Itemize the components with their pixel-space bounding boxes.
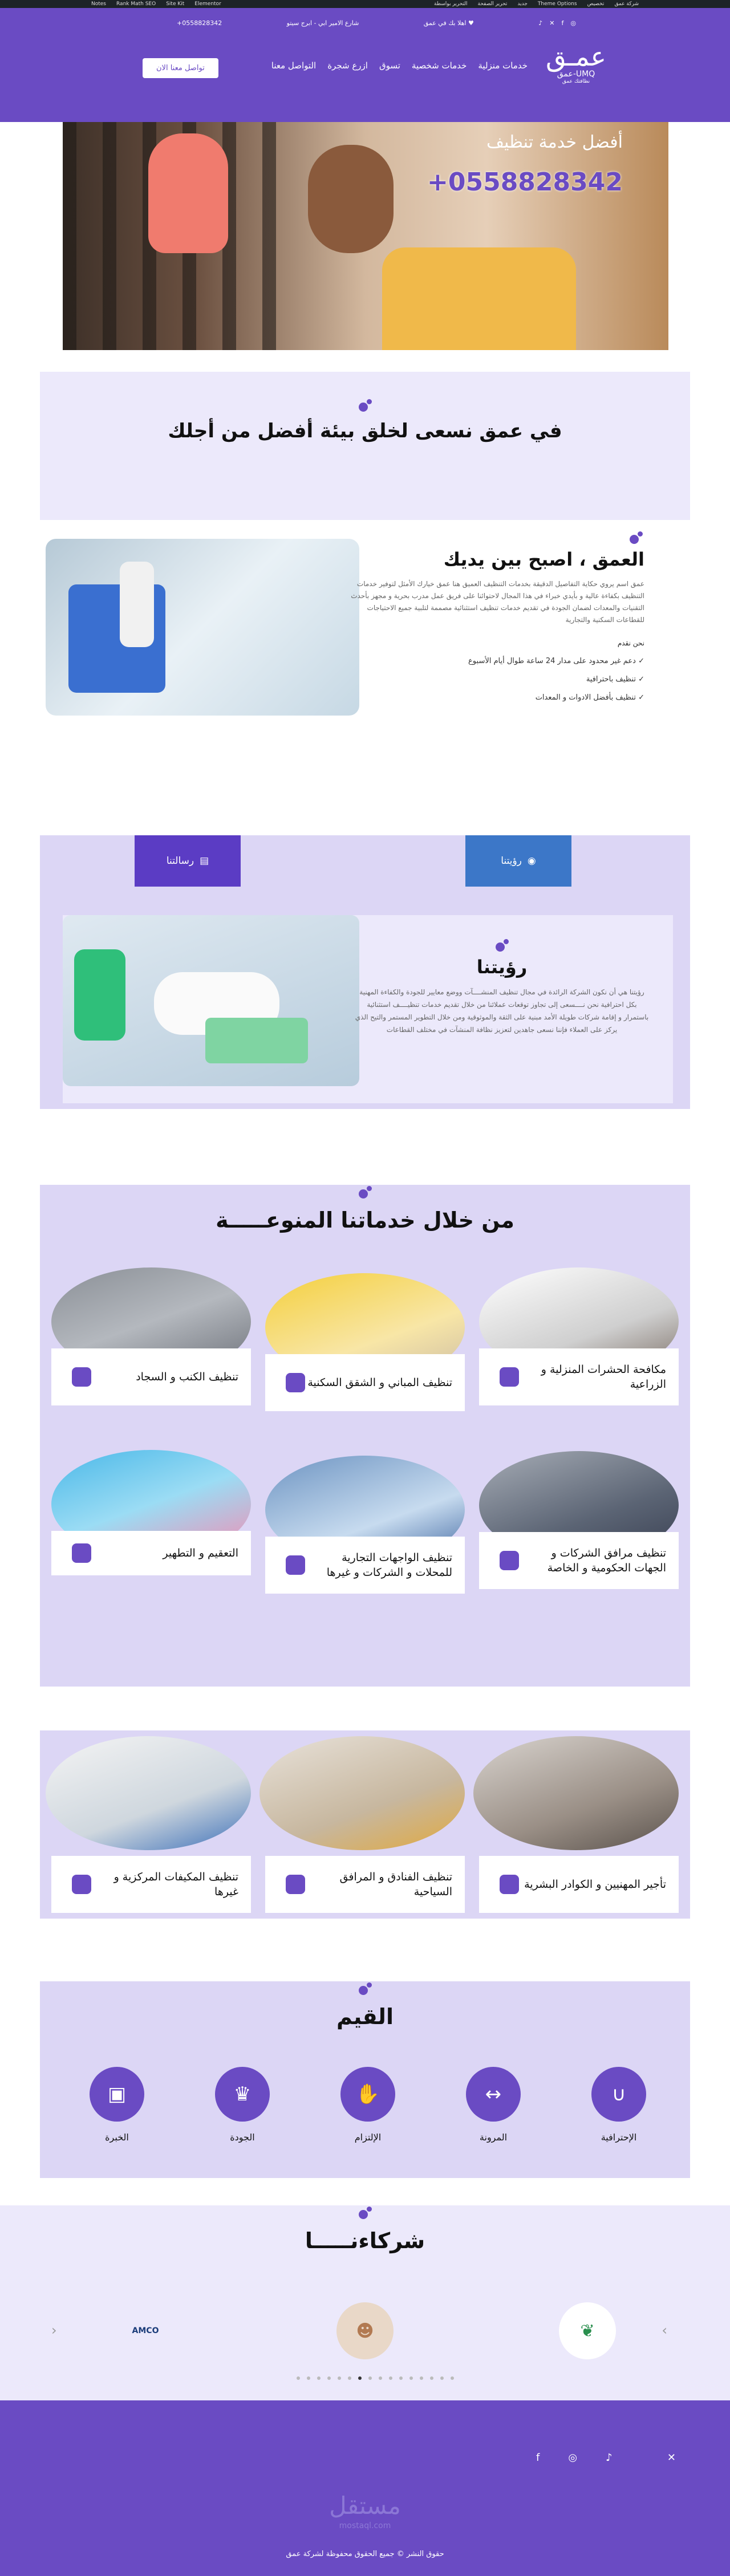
facebook-icon[interactable]: f bbox=[536, 2452, 540, 2464]
services-section bbox=[40, 1185, 690, 1687]
hotel-icon bbox=[286, 1875, 305, 1894]
watermark-sub: mostaql.com bbox=[339, 2521, 391, 2530]
service-image-staffing bbox=[473, 1736, 679, 1850]
tiktok-icon[interactable]: ♪ bbox=[606, 2452, 613, 2464]
welcome-text: ♥ اهلا بك في عمق bbox=[423, 19, 474, 27]
footer-social-group bbox=[536, 2452, 613, 2464]
vision-panel bbox=[63, 915, 673, 1103]
value-label: الخبرة bbox=[105, 2132, 129, 2143]
tab-vision-label: رؤيتنا bbox=[501, 855, 522, 867]
tab-message[interactable] bbox=[135, 835, 241, 887]
service-card-ac[interactable] bbox=[51, 1856, 251, 1913]
site-footer bbox=[0, 2400, 730, 2576]
admin-item[interactable]: جديد bbox=[517, 1, 528, 7]
tiktok-icon[interactable]: ♪ bbox=[538, 19, 543, 27]
list-item: ✓ تنظيف بأفضل الادوات و المعدات bbox=[535, 693, 644, 702]
vision-image bbox=[63, 915, 359, 1086]
x-icon[interactable]: ✕ bbox=[667, 2452, 676, 2464]
service-label: تأجير المهنيين و الكوادر البشرية bbox=[524, 1878, 666, 1891]
logo-mark: عمـق bbox=[546, 41, 606, 72]
about-list-title: نحن نقدم bbox=[617, 639, 644, 647]
value-item bbox=[587, 2067, 650, 2143]
partner-logo bbox=[336, 2302, 394, 2359]
carousel-dot[interactable] bbox=[399, 2376, 403, 2380]
user-icon bbox=[500, 1875, 519, 1894]
service-label: تنظيف المكيفات المركزية و غيرها bbox=[113, 1871, 238, 1898]
about-image-bottle bbox=[120, 562, 154, 647]
services-head bbox=[40, 1185, 690, 1233]
fan-icon bbox=[72, 1875, 91, 1894]
admin-item[interactable]: Rank Math SEO bbox=[116, 1, 156, 7]
watermark: مستقل bbox=[329, 2492, 401, 2520]
admin-item[interactable]: تخصيص bbox=[587, 1, 605, 7]
service-card-sofa-carpet[interactable] bbox=[51, 1348, 251, 1405]
value-label: الإحترافية bbox=[601, 2132, 637, 2143]
partner-logo-amco bbox=[123, 2308, 168, 2354]
admin-item[interactable]: التحرير بواسطة bbox=[434, 1, 468, 7]
instagram-icon[interactable]: ◎ bbox=[568, 2452, 578, 2464]
carousel-dot-active[interactable] bbox=[358, 2376, 362, 2380]
bubbles-icon bbox=[356, 1185, 374, 1200]
arrows-icon: ↔ bbox=[466, 2067, 521, 2122]
partner-logo-figure-icon: ☻ bbox=[356, 2321, 374, 2341]
carousel-dot[interactable] bbox=[430, 2376, 433, 2380]
partners-title: شركاءنـــــا bbox=[305, 2228, 425, 2253]
copyright: حقوق النشر © جميع الحقوق محفوظة لشركة عمق bbox=[286, 2550, 444, 2558]
hero-image-person bbox=[308, 145, 394, 253]
hero-phone[interactable]: 0558828342+ bbox=[427, 168, 623, 197]
service-label: تنظيف الكنب و السجاد bbox=[136, 1371, 238, 1383]
briefcase-icon bbox=[500, 1551, 519, 1570]
logo-name: UMQ-عمق bbox=[557, 70, 595, 79]
menu-item-contact[interactable]: التواصل معنا bbox=[271, 60, 317, 71]
partner-logo bbox=[559, 2302, 616, 2359]
service-card-pest-control[interactable] bbox=[479, 1348, 679, 1405]
vision-image-cloth bbox=[205, 1018, 308, 1063]
service-card-facades[interactable] bbox=[265, 1537, 465, 1594]
bubbles-icon bbox=[356, 2205, 374, 2220]
values-section bbox=[40, 1981, 690, 2178]
menu bbox=[271, 60, 528, 71]
service-card-buildings[interactable] bbox=[265, 1354, 465, 1411]
services-extra-section bbox=[40, 1730, 690, 1919]
service-card-companies[interactable] bbox=[479, 1532, 679, 1589]
admin-bar bbox=[0, 0, 730, 8]
instagram-icon[interactable]: ◎ bbox=[570, 19, 576, 27]
hero-image-shirt bbox=[382, 247, 576, 350]
vision-image-spray bbox=[74, 949, 125, 1041]
list-item: ✓ دعم غير محدود على مدار 24 ساعة طوال أيام الأسبوع bbox=[468, 657, 644, 665]
trophy-icon: ♛ bbox=[215, 2067, 270, 2122]
service-card-hotels[interactable] bbox=[265, 1856, 465, 1913]
carousel-dot[interactable] bbox=[420, 2376, 423, 2380]
footer-social bbox=[667, 2452, 676, 2464]
vision-text bbox=[354, 938, 650, 1036]
certificate-icon: ▣ bbox=[90, 2067, 144, 2122]
hero-image-glove bbox=[148, 133, 228, 253]
home-icon bbox=[286, 1373, 305, 1392]
carousel-dot[interactable] bbox=[307, 2376, 310, 2380]
carousel-dot[interactable] bbox=[338, 2376, 341, 2380]
admin-item[interactable]: شركة عمق bbox=[614, 1, 639, 7]
top-info-bar bbox=[0, 16, 730, 30]
handshake-icon: ✋ bbox=[340, 2067, 395, 2122]
bubbles-icon bbox=[356, 398, 374, 413]
intro-title: في عمق نسعى لخلق بيئة أفضل من أجلك bbox=[168, 420, 562, 442]
list-item: ✓ تنظيف باحترافية bbox=[586, 675, 644, 684]
admin-item[interactable]: Site Kit bbox=[166, 1, 185, 7]
service-label: التعقيم و التطهير bbox=[163, 1547, 238, 1559]
carousel-dot[interactable] bbox=[440, 2376, 444, 2380]
carousel-dot[interactable] bbox=[297, 2376, 300, 2380]
chat-icon: ▤ bbox=[200, 855, 209, 867]
value-item bbox=[336, 2067, 399, 2143]
facebook-icon[interactable]: f bbox=[561, 19, 564, 27]
value-item bbox=[86, 2067, 148, 2143]
about-body: عمق اسم يروي حكاية التفاصيل الدقيقة بخدمات التنظيف العميق هنا عمق خيارك الأمثل لتوفير خدمات التنظيف بكفاءة عالية و بأيدي خبراء في هذا المجال لاحتوائنا على فريق عمل مدرب بحرية و مجهز بأحدث التقنيات والمعدات لضمان الجودة في تقديم خدمات تنظيف استثنائية مصممة لتلبية جميع الاحتياجات للقطاعات السكنية والتجارية bbox=[351, 580, 644, 624]
partner-name: AMCO bbox=[132, 2326, 159, 2335]
admin-item[interactable]: Theme Options bbox=[537, 1, 577, 7]
service-card-sanitize[interactable] bbox=[51, 1531, 251, 1575]
address-text: شارع الامير ابي - ابرج سيتو bbox=[286, 19, 359, 27]
services-title: من خلال خدماتنا المنوعـــــة bbox=[216, 1208, 514, 1233]
carousel-dots bbox=[297, 2376, 454, 2380]
service-label: تنظيف المباني و الشقق السكنية bbox=[307, 1376, 452, 1389]
building-icon bbox=[286, 1555, 305, 1575]
tab-message-label: رسالتنا bbox=[166, 855, 194, 867]
value-label: الإلتزام bbox=[354, 2132, 382, 2143]
value-item bbox=[462, 2067, 525, 2143]
partners-section bbox=[0, 2205, 730, 2400]
bubbles-icon bbox=[356, 1981, 374, 1996]
menu-item-personal-services[interactable]: خدمات شخصية bbox=[411, 60, 467, 71]
vision-body: رؤيتنا هي أن نكون الشركة الرائدة في مجال تنظيف المنشــــآت ووضع معايير للجودة والكفاءة المهنية بكل احترافية نحن نــــسعى إلى تجاوز توقعات عملائنا من خلال تقديم خدمات تنظيــــف استثنائية باستمرار و إقامة شركات طويلة الأمد مبنية على الثقة والموثوقية ومن خلال التطوير المستمر والتيح الذي يركز على العملاء فإننا نسعى جاهدين لتعزيز نظافة المنشآت في مختلف القطاعات bbox=[355, 988, 649, 1034]
carousel-dot[interactable] bbox=[409, 2376, 413, 2380]
about-list bbox=[348, 634, 644, 707]
shield-icon bbox=[72, 1543, 91, 1563]
eye-icon: ◉ bbox=[527, 855, 536, 867]
phone-text[interactable]: 0558828342+ bbox=[177, 19, 222, 27]
service-label: تنظيف الواجهات التجارية للمحلات و الشركات و غيرها bbox=[326, 1551, 452, 1579]
bubbles-icon bbox=[493, 938, 510, 953]
site-header bbox=[0, 8, 730, 122]
contact-now-button[interactable]: تواصل معنا الان bbox=[143, 58, 218, 78]
intro-section bbox=[40, 372, 690, 520]
tab-vision[interactable] bbox=[465, 835, 571, 887]
about-image bbox=[46, 539, 359, 716]
hero-banner bbox=[63, 122, 668, 350]
bug-icon bbox=[500, 1367, 519, 1387]
main-nav bbox=[0, 43, 730, 89]
service-card-staffing[interactable] bbox=[479, 1856, 679, 1913]
carousel-dot[interactable] bbox=[317, 2376, 321, 2380]
carousel-dot[interactable] bbox=[348, 2376, 351, 2380]
vision-mission-section bbox=[40, 835, 690, 1109]
menu-item-plant-tree[interactable]: ازرع شجرة bbox=[327, 60, 368, 71]
value-label: الجودة bbox=[230, 2132, 255, 2143]
admin-item[interactable]: Elementor bbox=[194, 1, 221, 7]
bucket-icon bbox=[72, 1367, 91, 1387]
value-item bbox=[211, 2067, 274, 2143]
values-title: القيم bbox=[336, 2004, 394, 2029]
site-logo[interactable] bbox=[545, 43, 607, 89]
x-icon[interactable]: ✕ bbox=[549, 19, 555, 27]
horseshoe-icon: ∪ bbox=[591, 2067, 646, 2122]
partner-logo-green-icon: ❦ bbox=[580, 2321, 595, 2341]
about-section bbox=[40, 513, 690, 701]
about-text bbox=[348, 530, 644, 707]
carousel-dot[interactable] bbox=[451, 2376, 454, 2380]
service-label: تنظيف الفنادق و المرافق السياحية bbox=[339, 1871, 452, 1898]
carousel-next-arrow[interactable]: › bbox=[662, 2322, 667, 2338]
service-image-ac bbox=[46, 1736, 251, 1850]
menu-item-home-services[interactable]: خدمات منزلية bbox=[478, 60, 528, 71]
service-image-hotels bbox=[259, 1736, 465, 1850]
hero-tagline: أفضل خدمة تنظيف bbox=[486, 132, 623, 152]
bubbles-icon bbox=[627, 530, 644, 545]
admin-item[interactable]: Notes bbox=[91, 1, 106, 7]
carousel-dot[interactable] bbox=[389, 2376, 392, 2380]
header-social bbox=[538, 19, 576, 27]
menu-item-shop[interactable]: تسوق bbox=[379, 60, 400, 71]
service-label: تنظيف مرافق الشركات و الجهات الحكومية و الخاصة bbox=[547, 1547, 666, 1574]
vision-title: رؤيتنا bbox=[476, 956, 528, 978]
admin-item[interactable]: تحرير الصفحة bbox=[477, 1, 508, 7]
carousel-dot[interactable] bbox=[327, 2376, 331, 2380]
value-label: المرونة bbox=[479, 2132, 508, 2143]
carousel-prev-arrow[interactable]: ‹ bbox=[51, 2322, 57, 2338]
carousel-dot[interactable] bbox=[368, 2376, 372, 2380]
logo-tagline: نظافتك عمق bbox=[562, 79, 590, 84]
service-label: مكافحة الحشرات المنزلية و الزراعية bbox=[541, 1363, 666, 1391]
carousel-dot[interactable] bbox=[379, 2376, 382, 2380]
about-title: العمق ، اصبح بين يديك bbox=[443, 548, 644, 570]
